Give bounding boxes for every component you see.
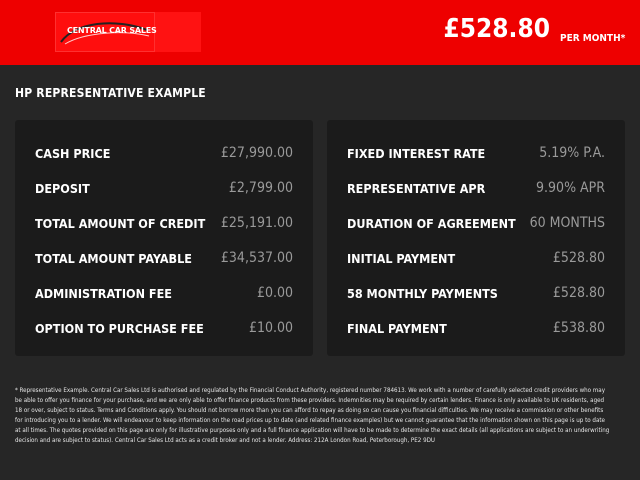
row-admin-fee: [15, 278, 313, 308]
row-initial-payment: [327, 243, 625, 273]
row-value: 60 MONTHS: [529, 215, 605, 231]
finance-panel-right: [327, 120, 625, 356]
row-label: FINAL PAYMENT: [347, 320, 447, 336]
row-apr: [327, 173, 625, 203]
row-total-credit: [15, 208, 313, 238]
logo[interactable]: [55, 12, 201, 52]
monthly-price: £528.80: [443, 14, 550, 44]
row-value: £0.00: [256, 285, 293, 301]
row-label: ADMINISTRATION FEE: [35, 285, 172, 301]
row-label: INITIAL PAYMENT: [347, 250, 456, 266]
row-monthly-payments: [327, 278, 625, 308]
section-title: HP REPRESENTATIVE EXAMPLE: [15, 86, 206, 100]
row-value: 9.90% APR: [536, 180, 605, 196]
row-value: £25,191.00: [220, 215, 293, 231]
header-bar: [0, 0, 640, 65]
row-label: 58 MONTHLY PAYMENTS: [347, 285, 498, 301]
finance-disclaimer: * Representative Example. Central Car Sales Ltd is authorised and regulated by the Financial Conduct Authority, registered number 784613. We work with a number of carefully selected credit providers who may be able to offer you finance for your purchase, and we are only able to offer finance products from these providers. Indemnities may be required by certain lenders. Finance is only available to UK residents, aged 18 or over, subject to status. Terms and Conditions apply. You should not borrow more than you can afford to repay as doing so can cause you financial difficulties. We may receive a commission or other benefits for introducing you to a lender. We will endeavour to keep information on the road prices up to date (and related finance examples) but we cannot guarantee that the information shown on this page is up to date at all times. The quotes provided on this page are only for illustrative purposes only and a full finance application will have to be made to determine the exact details (all applications are subject to an underwriting decision and are subject to status). Central Car Sales Ltd acts as a credit broker and not a lender. Address: 212A London Road, Peterborough, PE2 9DU: [15, 387, 610, 444]
row-value: 5.19% P.A.: [539, 145, 605, 161]
row-label: DEPOSIT: [35, 180, 90, 196]
row-cash-price: [15, 138, 313, 168]
row-label: REPRESENTATIVE APR: [347, 180, 486, 196]
row-value: £528.80: [552, 250, 605, 266]
row-label: TOTAL AMOUNT PAYABLE: [35, 250, 192, 266]
logo-background-extension: [155, 12, 201, 52]
finance-panel-left: [15, 120, 313, 356]
row-label: OPTION TO PURCHASE FEE: [35, 320, 204, 336]
per-month-label: PER MONTH*: [560, 33, 626, 44]
logo-text: CENTRAL CAR SALES: [67, 26, 157, 35]
row-value: £34,537.00: [220, 250, 293, 266]
row-option-fee: [15, 313, 313, 343]
row-value: £528.80: [552, 285, 605, 301]
row-final-payment: [327, 313, 625, 343]
row-duration: [327, 208, 625, 238]
row-label: DURATION OF AGREEMENT: [347, 215, 516, 231]
row-label: TOTAL AMOUNT OF CREDIT: [35, 215, 206, 231]
row-label: FIXED INTEREST RATE: [347, 145, 486, 161]
row-label: CASH PRICE: [35, 145, 111, 161]
row-value: £27,990.00: [220, 145, 293, 161]
row-value: £2,799.00: [228, 180, 293, 196]
row-value: £10.00: [248, 320, 293, 336]
row-deposit: [15, 173, 313, 203]
row-value: £538.80: [552, 320, 605, 336]
row-interest-rate: [327, 138, 625, 168]
row-total-payable: [15, 243, 313, 273]
